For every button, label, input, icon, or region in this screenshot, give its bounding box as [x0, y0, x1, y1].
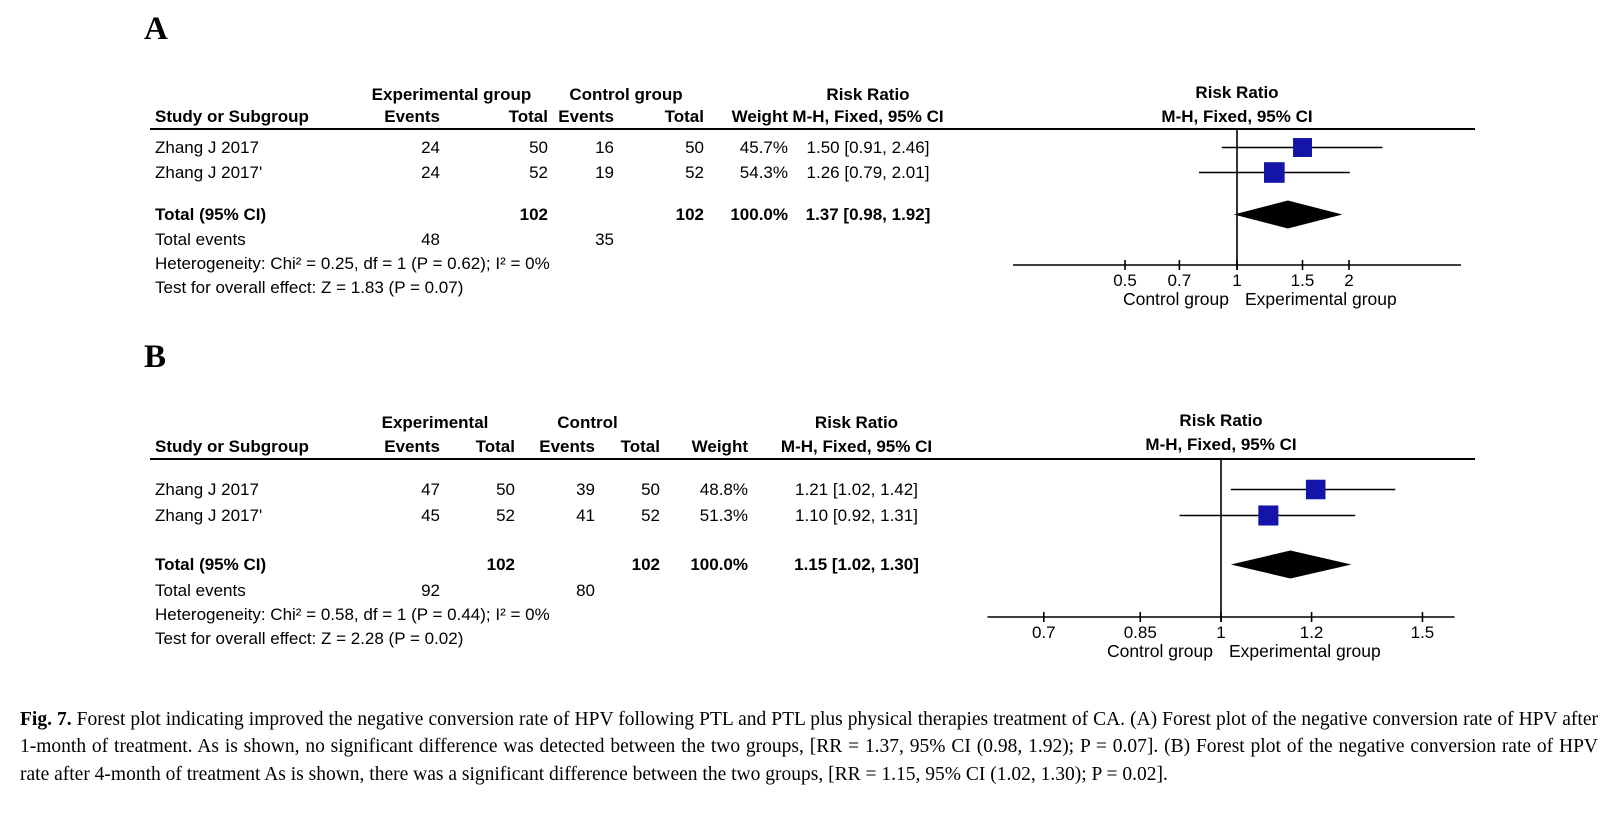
rr-ci-value: 1.50 [0.91, 2.46]	[806, 138, 930, 157]
weight-value: 51.3%	[699, 506, 748, 525]
total-diamond	[1234, 201, 1343, 229]
favours-right-label: Experimental group	[1245, 289, 1397, 309]
events-column-header: Events	[558, 107, 614, 126]
exp-total-events: 92	[421, 581, 440, 600]
control-group-header: Control group	[569, 85, 683, 104]
total-label: Total (95% CI)	[155, 205, 267, 224]
favours-left-label: Control group	[1122, 289, 1229, 309]
panel-a-label: A	[144, 11, 168, 47]
exp-grand-total: 102	[486, 555, 515, 574]
axis-tick-label: 1.2	[1299, 623, 1324, 642]
total-label: Total (95% CI)	[155, 555, 267, 574]
weight-value: 48.8%	[699, 480, 748, 499]
panel-b-group-header-row	[155, 410, 965, 435]
rr-ci-value: 1.26 [0.79, 2.01]	[806, 163, 930, 182]
study-name: Zhang J 2017'	[155, 163, 263, 182]
panel-b-plot-header	[1071, 409, 1371, 457]
figure-caption-text: Forest plot indicating improved the negative conversion rate of HPV following PTL and PTL plus physical therapies treatment of CA. (A) Forest plot of the negative conversion rate of HPV after 1-month of treatment. As is shown, no significant difference was detected between the two groups, [RR = 1.37, 95% CI (0.98, 1.92); P = 0.07]. (B) Forest plot of the negative conversion rate of HPV rate after 4-month of treatment As is shown, there was a significant difference between the two groups, [RR = 1.15, 95% CI (1.02, 1.30); P = 0.02].	[20, 708, 1598, 785]
panel-a-column-header-row	[155, 104, 948, 129]
overall-effect-row	[155, 626, 965, 651]
ctl-events: 41	[576, 506, 595, 525]
figure-caption-label: Fig. 7.	[20, 708, 72, 730]
study-name: Zhang J 2017'	[155, 506, 263, 525]
study-weight-square	[1293, 138, 1312, 157]
study-row	[155, 503, 965, 528]
ctl-grand-total: 102	[631, 555, 660, 574]
events-column-header: Events	[384, 107, 440, 126]
exp-events: 24	[421, 163, 440, 182]
panel-b-label: B	[144, 339, 167, 375]
study-row	[155, 477, 965, 502]
heterogeneity-text: Heterogeneity: Chi² = 0.25, df = 1 (P = 0.62); I² = 0%	[155, 254, 550, 273]
risk-ratio-column-title: Risk Ratio	[826, 85, 910, 104]
exp-events: 24	[421, 138, 440, 157]
study-column-header: Study or Subgroup	[155, 107, 309, 126]
study-name: Zhang J 2017	[155, 138, 259, 157]
favours-right-label: Experimental group	[1229, 641, 1381, 661]
experimental-group-header: Experimental	[381, 413, 489, 432]
panel-a-plot-header	[1087, 81, 1387, 129]
weight-value: 54.3%	[739, 163, 788, 182]
total-events-label: Total events	[155, 581, 246, 600]
ctl-total-events: 35	[595, 230, 614, 249]
total-column-header: Total	[664, 107, 704, 126]
rr-ci-value: 1.10 [0.92, 1.31]	[795, 506, 918, 525]
overall-effect-text: Test for overall effect: Z = 2.28 (P = 0.02)	[155, 629, 464, 648]
exp-events: 47	[421, 480, 440, 499]
ctl-total: 50	[641, 480, 660, 499]
events-column-header: Events	[539, 437, 595, 456]
exp-total: 52	[529, 163, 548, 182]
rr-ci-value: 1.21 [1.02, 1.42]	[795, 480, 918, 499]
plot-mh-subtitle: M-H, Fixed, 95% CI	[1145, 435, 1297, 454]
axis-tick-label: 0.85	[1123, 623, 1157, 642]
ctl-events: 39	[576, 480, 595, 499]
weight-column-header: Weight	[691, 437, 748, 456]
axis-tick-label: 2	[1344, 271, 1354, 290]
ctl-total: 52	[641, 506, 660, 525]
weight-value: 45.7%	[739, 138, 788, 157]
total-events-label: Total events	[155, 230, 246, 249]
panel-b-column-header-row	[155, 434, 965, 459]
ctl-events: 19	[595, 163, 614, 182]
plot-risk-ratio-title: Risk Ratio	[1195, 83, 1279, 102]
total-weight: 100.0%	[730, 205, 788, 224]
favours-left-label: Control group	[1106, 641, 1213, 661]
heterogeneity-text: Heterogeneity: Chi² = 0.58, df = 1 (P = 0.44); I² = 0%	[155, 605, 550, 624]
study-weight-square	[1258, 505, 1278, 525]
total-rr-ci: 1.37 [0.98, 1.92]	[805, 205, 931, 224]
study-weight-square	[1306, 480, 1326, 500]
total-row	[155, 202, 948, 227]
axis-tick-label: 1	[1232, 271, 1242, 290]
exp-total-events: 48	[421, 230, 440, 249]
ctl-total: 50	[685, 138, 704, 157]
exp-grand-total: 102	[519, 205, 548, 224]
overall-effect-text: Test for overall effect: Z = 1.83 (P = 0.07)	[155, 278, 464, 297]
mh-ci-column-header: M-H, Fixed, 95% CI	[792, 107, 944, 126]
exp-total: 52	[496, 506, 515, 525]
total-column-header: Total	[508, 107, 548, 126]
study-column-header: Study or Subgroup	[155, 437, 309, 456]
ctl-events: 16	[595, 138, 614, 157]
total-column-header: Total	[620, 437, 660, 456]
total-rr-ci: 1.15 [1.02, 1.30]	[794, 555, 919, 574]
study-row	[155, 160, 948, 185]
axis-tick-label: 0.7	[1167, 271, 1192, 290]
events-column-header: Events	[384, 437, 440, 456]
overall-effect-row	[155, 275, 948, 300]
axis-tick-label: 0.7	[1031, 623, 1056, 642]
risk-ratio-column-title: Risk Ratio	[814, 413, 899, 432]
study-row	[155, 135, 948, 160]
plot-risk-ratio-title: Risk Ratio	[1179, 411, 1263, 430]
study-name: Zhang J 2017	[155, 480, 259, 499]
heterogeneity-row	[155, 251, 948, 276]
exp-events: 45	[421, 506, 440, 525]
mh-ci-column-header: M-H, Fixed, 95% CI	[780, 437, 933, 456]
total-row	[155, 552, 965, 577]
control-group-header: Control	[557, 413, 618, 432]
axis-tick-label: 1.5	[1410, 623, 1435, 642]
total-events-row	[155, 227, 948, 252]
plot-mh-subtitle: M-H, Fixed, 95% CI	[1161, 107, 1313, 126]
weight-column-header: Weight	[731, 107, 788, 126]
total-column-header: Total	[475, 437, 515, 456]
total-events-row	[155, 578, 965, 603]
axis-tick-label: 1.5	[1290, 271, 1315, 290]
experimental-group-header: Experimental group	[371, 85, 532, 104]
axis-tick-label: 0.5	[1113, 271, 1137, 290]
ctl-total-events: 80	[576, 581, 595, 600]
study-weight-square	[1264, 162, 1285, 183]
total-weight: 100.0%	[690, 555, 748, 574]
axis-tick-label: 1	[1216, 623, 1226, 642]
total-diamond	[1231, 551, 1352, 579]
figure-caption	[20, 706, 1598, 789]
heterogeneity-row	[155, 602, 965, 627]
exp-total: 50	[496, 480, 515, 499]
ctl-grand-total: 102	[675, 205, 704, 224]
exp-total: 50	[529, 138, 548, 157]
ctl-total: 52	[685, 163, 704, 182]
